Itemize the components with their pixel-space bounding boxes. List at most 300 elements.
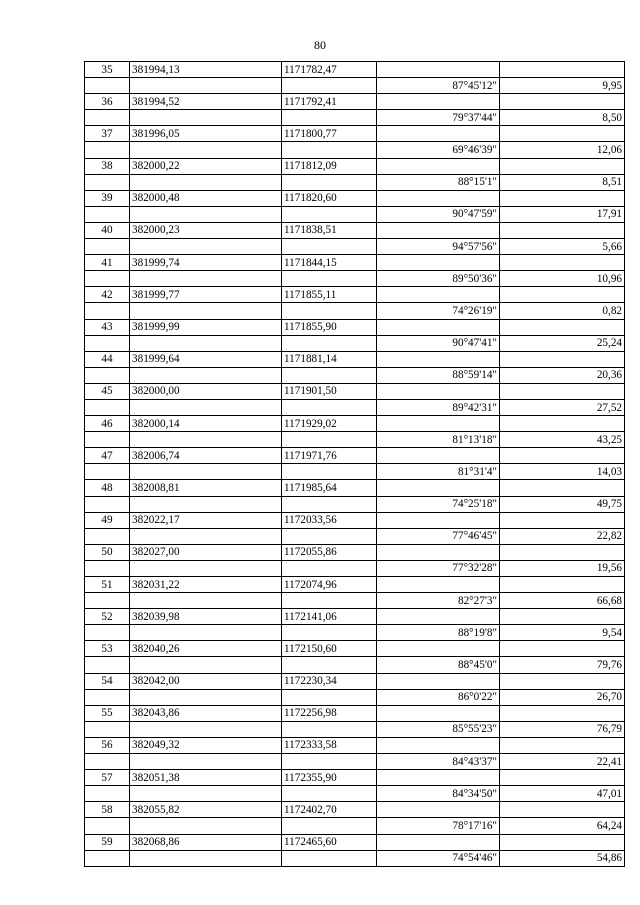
point-number: 55 (85, 705, 130, 721)
point-y: 1171881,14 (282, 351, 377, 367)
empty-cell (130, 528, 282, 544)
segment-distance: 9,54 (500, 625, 625, 641)
segment-distance: 49,75 (500, 496, 625, 512)
segment-angle: 88°45'0" (377, 657, 500, 673)
empty-cell (377, 94, 500, 110)
point-row (85, 255, 625, 271)
point-y: 1171792,41 (282, 94, 377, 110)
segment-row (85, 850, 625, 866)
empty-cell (500, 480, 625, 496)
point-x: 382040,26 (130, 641, 282, 657)
point-x: 382039,98 (130, 609, 282, 625)
point-y: 1172355,90 (282, 770, 377, 786)
point-x: 382051,38 (130, 770, 282, 786)
segment-angle: 74°54'46" (377, 850, 500, 866)
point-x: 381994,13 (130, 62, 282, 78)
empty-cell (85, 528, 130, 544)
segment-row (85, 657, 625, 673)
empty-cell (130, 657, 282, 673)
point-row (85, 383, 625, 399)
empty-cell (500, 319, 625, 335)
point-x: 382006,74 (130, 448, 282, 464)
empty-cell (130, 335, 282, 351)
empty-cell (377, 577, 500, 593)
empty-cell (282, 721, 377, 737)
segment-distance: 8,50 (500, 110, 625, 126)
segment-distance: 54,86 (500, 850, 625, 866)
segment-row (85, 110, 625, 126)
point-row (85, 448, 625, 464)
segment-angle: 86°0'22" (377, 689, 500, 705)
segment-angle: 74°26'19" (377, 303, 500, 319)
point-y: 1171800,77 (282, 126, 377, 142)
segment-row (85, 239, 625, 255)
point-row (85, 512, 625, 528)
segment-distance: 26,70 (500, 689, 625, 705)
empty-cell (130, 818, 282, 834)
empty-cell (282, 303, 377, 319)
point-row (85, 770, 625, 786)
segment-distance: 10,96 (500, 271, 625, 287)
point-row (85, 480, 625, 496)
empty-cell (85, 754, 130, 770)
empty-cell (85, 271, 130, 287)
empty-cell (130, 786, 282, 802)
point-number: 41 (85, 255, 130, 271)
segment-row (85, 754, 625, 770)
segment-angle: 84°34'50" (377, 786, 500, 802)
empty-cell (500, 255, 625, 271)
empty-cell (500, 544, 625, 560)
segment-distance: 64,24 (500, 818, 625, 834)
empty-cell (377, 448, 500, 464)
segment-row (85, 432, 625, 448)
segment-angle: 85°55'23" (377, 721, 500, 737)
empty-cell (85, 239, 130, 255)
segment-row (85, 721, 625, 737)
empty-cell (85, 689, 130, 705)
segment-row (85, 271, 625, 287)
empty-cell (282, 593, 377, 609)
empty-cell (85, 786, 130, 802)
empty-cell (282, 335, 377, 351)
point-row (85, 222, 625, 238)
empty-cell (377, 351, 500, 367)
point-row (85, 834, 625, 850)
empty-cell (130, 78, 282, 94)
empty-cell (282, 786, 377, 802)
point-row (85, 319, 625, 335)
empty-cell (130, 464, 282, 480)
point-row (85, 158, 625, 174)
empty-cell (500, 609, 625, 625)
point-number: 40 (85, 222, 130, 238)
point-row (85, 641, 625, 657)
coordinates-table-body (85, 62, 625, 867)
point-number: 35 (85, 62, 130, 78)
empty-cell (377, 383, 500, 399)
empty-cell (85, 560, 130, 576)
segment-row (85, 560, 625, 576)
segment-distance: 12,06 (500, 142, 625, 158)
point-number: 37 (85, 126, 130, 142)
segment-row (85, 335, 625, 351)
point-x: 382022,17 (130, 512, 282, 528)
empty-cell (500, 190, 625, 206)
empty-cell (130, 367, 282, 383)
empty-cell (85, 625, 130, 641)
empty-cell (377, 512, 500, 528)
empty-cell (130, 206, 282, 222)
empty-cell (500, 512, 625, 528)
point-row (85, 802, 625, 818)
point-x: 382000,23 (130, 222, 282, 238)
empty-cell (282, 496, 377, 512)
point-number: 46 (85, 416, 130, 432)
segment-distance: 9,95 (500, 78, 625, 94)
empty-cell (85, 721, 130, 737)
point-x: 382027,00 (130, 544, 282, 560)
empty-cell (282, 560, 377, 576)
segment-distance: 22,41 (500, 754, 625, 770)
empty-cell (500, 641, 625, 657)
segment-row (85, 818, 625, 834)
point-row (85, 351, 625, 367)
empty-cell (500, 673, 625, 689)
segment-angle: 89°42'31" (377, 399, 500, 415)
point-row (85, 673, 625, 689)
empty-cell (85, 367, 130, 383)
empty-cell (85, 818, 130, 834)
point-number: 50 (85, 544, 130, 560)
point-number: 36 (85, 94, 130, 110)
empty-cell (500, 383, 625, 399)
empty-cell (500, 802, 625, 818)
empty-cell (500, 62, 625, 78)
segment-angle: 82°27'3" (377, 593, 500, 609)
segment-angle: 77°32'28" (377, 560, 500, 576)
empty-cell (500, 737, 625, 753)
empty-cell (130, 303, 282, 319)
point-number: 49 (85, 512, 130, 528)
empty-cell (377, 770, 500, 786)
empty-cell (282, 528, 377, 544)
empty-cell (130, 625, 282, 641)
empty-cell (500, 126, 625, 142)
segment-angle: 81°31'4" (377, 464, 500, 480)
empty-cell (377, 641, 500, 657)
point-number: 44 (85, 351, 130, 367)
point-number: 51 (85, 577, 130, 593)
point-row (85, 94, 625, 110)
empty-cell (130, 496, 282, 512)
segment-row (85, 174, 625, 190)
segment-row (85, 496, 625, 512)
empty-cell (377, 705, 500, 721)
point-x: 382000,00 (130, 383, 282, 399)
point-row (85, 705, 625, 721)
point-y: 1171812,09 (282, 158, 377, 174)
point-row (85, 287, 625, 303)
segment-angle: 74°25'18" (377, 496, 500, 512)
point-row (85, 577, 625, 593)
point-x: 381994,52 (130, 94, 282, 110)
point-row (85, 126, 625, 142)
segment-distance: 27,52 (500, 399, 625, 415)
empty-cell (377, 673, 500, 689)
segment-distance: 14,03 (500, 464, 625, 480)
segment-distance: 22,82 (500, 528, 625, 544)
point-x: 382068,86 (130, 834, 282, 850)
segment-row (85, 399, 625, 415)
segment-angle: 94°57'56" (377, 239, 500, 255)
empty-cell (282, 818, 377, 834)
segment-angle: 88°15'1" (377, 174, 500, 190)
point-y: 1172055,86 (282, 544, 377, 560)
point-y: 1171985,64 (282, 480, 377, 496)
empty-cell (377, 158, 500, 174)
point-number: 58 (85, 802, 130, 818)
empty-cell (282, 754, 377, 770)
empty-cell (500, 94, 625, 110)
point-x: 382031,22 (130, 577, 282, 593)
segment-distance: 17,91 (500, 206, 625, 222)
point-number: 43 (85, 319, 130, 335)
empty-cell (377, 480, 500, 496)
segment-row (85, 142, 625, 158)
page-number: 80 (314, 38, 326, 52)
empty-cell (85, 850, 130, 866)
empty-cell (500, 577, 625, 593)
empty-cell (377, 126, 500, 142)
point-y: 1171820,60 (282, 190, 377, 206)
point-x: 382043,86 (130, 705, 282, 721)
point-number: 42 (85, 287, 130, 303)
point-y: 1172074,96 (282, 577, 377, 593)
empty-cell (130, 110, 282, 126)
empty-cell (500, 158, 625, 174)
empty-cell (130, 239, 282, 255)
point-y: 1171929,02 (282, 416, 377, 432)
empty-cell (130, 850, 282, 866)
empty-cell (377, 609, 500, 625)
empty-cell (500, 770, 625, 786)
empty-cell (500, 705, 625, 721)
segment-distance: 76,79 (500, 721, 625, 737)
segment-row (85, 206, 625, 222)
empty-cell (500, 351, 625, 367)
segment-distance: 20,36 (500, 367, 625, 383)
point-x: 382000,14 (130, 416, 282, 432)
point-y: 1172033,56 (282, 512, 377, 528)
segment-row (85, 786, 625, 802)
empty-cell (500, 222, 625, 238)
segment-angle: 87°45'12" (377, 78, 500, 94)
empty-cell (130, 174, 282, 190)
segment-angle: 84°43'37" (377, 754, 500, 770)
empty-cell (282, 110, 377, 126)
point-number: 52 (85, 609, 130, 625)
empty-cell (130, 689, 282, 705)
point-number: 54 (85, 673, 130, 689)
point-number: 45 (85, 383, 130, 399)
empty-cell (500, 287, 625, 303)
empty-cell (377, 834, 500, 850)
segment-angle: 77°46'45" (377, 528, 500, 544)
empty-cell (282, 432, 377, 448)
point-y: 1171844,15 (282, 255, 377, 271)
point-x: 382000,48 (130, 190, 282, 206)
empty-cell (85, 78, 130, 94)
empty-cell (85, 303, 130, 319)
point-y: 1171855,11 (282, 287, 377, 303)
empty-cell (85, 174, 130, 190)
empty-cell (377, 190, 500, 206)
empty-cell (377, 62, 500, 78)
point-row (85, 544, 625, 560)
segment-distance: 79,76 (500, 657, 625, 673)
empty-cell (377, 737, 500, 753)
segment-angle: 90°47'59" (377, 206, 500, 222)
empty-cell (500, 416, 625, 432)
segment-angle: 69°46'39" (377, 142, 500, 158)
segment-distance: 47,01 (500, 786, 625, 802)
empty-cell (282, 78, 377, 94)
segment-distance: 8,51 (500, 174, 625, 190)
segment-distance: 19,56 (500, 560, 625, 576)
empty-cell (377, 802, 500, 818)
empty-cell (377, 544, 500, 560)
empty-cell (85, 593, 130, 609)
empty-cell (377, 222, 500, 238)
point-y: 1171782,47 (282, 62, 377, 78)
empty-cell (85, 432, 130, 448)
point-y: 1171855,90 (282, 319, 377, 335)
point-number: 57 (85, 770, 130, 786)
point-row (85, 62, 625, 78)
point-number: 38 (85, 158, 130, 174)
point-y: 1172141,06 (282, 609, 377, 625)
empty-cell (130, 399, 282, 415)
segment-row (85, 528, 625, 544)
segment-row (85, 689, 625, 705)
point-x: 382000,22 (130, 158, 282, 174)
segment-row (85, 464, 625, 480)
point-row (85, 190, 625, 206)
segment-row (85, 593, 625, 609)
segment-distance: 66,68 (500, 593, 625, 609)
point-x: 382049,32 (130, 737, 282, 753)
segment-distance: 43,25 (500, 432, 625, 448)
point-y: 1172465,60 (282, 834, 377, 850)
segment-angle: 81°13'18" (377, 432, 500, 448)
empty-cell (282, 657, 377, 673)
point-number: 48 (85, 480, 130, 496)
empty-cell (377, 287, 500, 303)
empty-cell (282, 367, 377, 383)
empty-cell (85, 335, 130, 351)
empty-cell (85, 464, 130, 480)
point-row (85, 609, 625, 625)
empty-cell (85, 496, 130, 512)
segment-distance: 0,82 (500, 303, 625, 319)
point-y: 1171971,76 (282, 448, 377, 464)
point-x: 381999,64 (130, 351, 282, 367)
point-number: 47 (85, 448, 130, 464)
point-number: 56 (85, 737, 130, 753)
empty-cell (130, 593, 282, 609)
segment-angle: 88°19'8" (377, 625, 500, 641)
point-x: 382042,00 (130, 673, 282, 689)
empty-cell (282, 625, 377, 641)
empty-cell (282, 399, 377, 415)
empty-cell (282, 174, 377, 190)
empty-cell (130, 754, 282, 770)
point-y: 1171901,50 (282, 383, 377, 399)
segment-row (85, 367, 625, 383)
point-x: 381996,05 (130, 126, 282, 142)
empty-cell (130, 721, 282, 737)
point-number: 39 (85, 190, 130, 206)
empty-cell (282, 206, 377, 222)
empty-cell (500, 834, 625, 850)
point-y: 1172333,58 (282, 737, 377, 753)
point-y: 1171838,51 (282, 222, 377, 238)
empty-cell (377, 319, 500, 335)
point-x: 382008,81 (130, 480, 282, 496)
empty-cell (85, 110, 130, 126)
empty-cell (130, 271, 282, 287)
segment-angle: 90°47'41" (377, 335, 500, 351)
segment-angle: 78°17'16" (377, 818, 500, 834)
empty-cell (85, 142, 130, 158)
segment-row (85, 625, 625, 641)
empty-cell (500, 448, 625, 464)
empty-cell (282, 142, 377, 158)
point-y: 1172256,98 (282, 705, 377, 721)
point-row (85, 737, 625, 753)
segment-row (85, 303, 625, 319)
empty-cell (85, 206, 130, 222)
empty-cell (130, 432, 282, 448)
point-row (85, 416, 625, 432)
segment-row (85, 78, 625, 94)
empty-cell (282, 271, 377, 287)
segment-distance: 25,24 (500, 335, 625, 351)
coordinates-table (84, 61, 625, 867)
segment-distance: 5,66 (500, 239, 625, 255)
point-x: 381999,99 (130, 319, 282, 335)
point-number: 59 (85, 834, 130, 850)
empty-cell (377, 416, 500, 432)
point-x: 381999,74 (130, 255, 282, 271)
empty-cell (282, 464, 377, 480)
empty-cell (282, 850, 377, 866)
point-number: 53 (85, 641, 130, 657)
point-y: 1172402,70 (282, 802, 377, 818)
segment-angle: 88°59'14" (377, 367, 500, 383)
empty-cell (282, 239, 377, 255)
segment-angle: 79°37'44" (377, 110, 500, 126)
point-y: 1172230,34 (282, 673, 377, 689)
empty-cell (85, 657, 130, 673)
empty-cell (130, 142, 282, 158)
point-x: 382055,82 (130, 802, 282, 818)
point-x: 381999,77 (130, 287, 282, 303)
empty-cell (130, 560, 282, 576)
empty-cell (377, 255, 500, 271)
empty-cell (85, 399, 130, 415)
